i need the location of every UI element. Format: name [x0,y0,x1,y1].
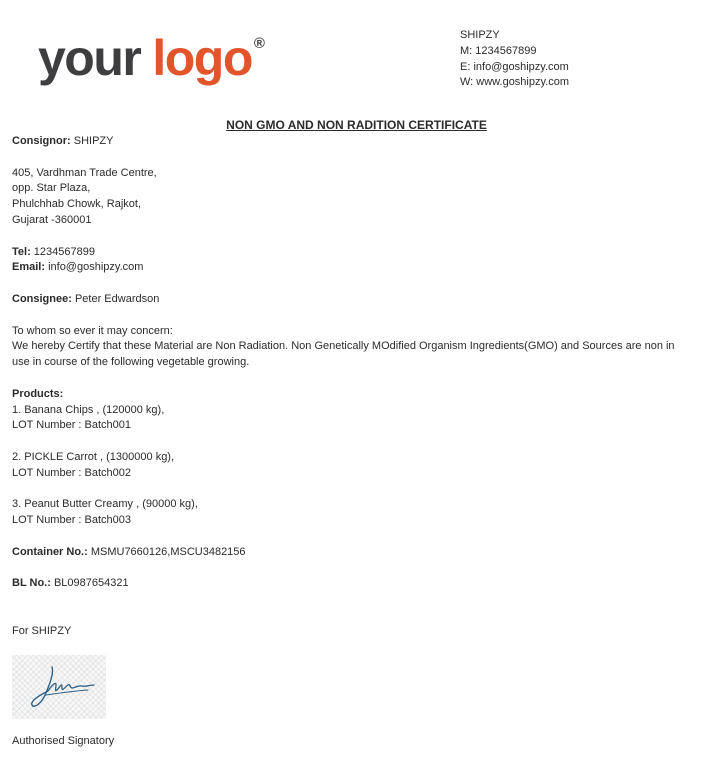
product-2-line: 2. PICKLE Carrot , (1300000 kg), [12,450,175,463]
email-value: info@goshipzy.com [45,261,144,274]
bl-label: BL No.: [12,577,51,590]
consignee-value: Peter Edwardson [71,292,160,305]
consignor-label: Consignor: [12,135,71,147]
product-3-lot: LOT Number : Batch003 [12,514,132,527]
company-name: SHIPZY [460,29,500,41]
product-1-lot: LOT Number : Batch001 [12,419,132,432]
container-value: MSMU7660126,MSCU3482156 [87,545,246,558]
company-email: E: info@goshipzy.com [460,60,569,73]
logo-registered-mark: ® [253,35,265,52]
authorised-signatory-label: Authorised Signatory [12,735,115,747]
certify-text: We hereby Certify that these Material are Non Radiation. Non Genetically MOdified Organism Ingredients(GMO) and Sources are non in use in course of the following vegetable growing. [12,340,675,369]
signature-image [12,655,106,719]
certificate-title: NON GMO AND NON RADITION CERTIFICATE [226,118,487,132]
container-line [12,545,692,561]
bl-line [12,576,692,592]
tel-label: Tel: [12,245,31,258]
for-company-line: For SHIPZY [12,624,72,637]
concern-line: To whom so ever it may concern: [12,324,173,337]
consignee-line [12,292,692,308]
company-logo [38,28,265,88]
company-website: W: www.goshipzy.com [460,76,570,89]
address-line-4: Gujarat -360001 [12,213,92,226]
bl-value: BL0987654321 [50,577,129,590]
consignee-label: Consignee: [12,292,72,305]
product-1-line: 1. Banana Chips , (120000 kg), [12,403,165,416]
logo-word-your: your [38,30,141,86]
email-line [12,260,692,276]
signature-icon [12,655,106,719]
tel-line [12,245,692,261]
email-label: Email: [12,261,46,274]
tel-value: 1234567899 [30,245,95,258]
product-2-lot: LOT Number : Batch002 [12,466,132,479]
address-line-3: Phulchhab Chowk, Rajkot, [12,198,142,211]
products-heading: Products: [12,387,64,400]
product-3-line: 3. Peanut Butter Creamy , (90000 kg), [12,498,198,511]
certificate-body [12,134,692,640]
consignor-value: SHIPZY [70,135,114,147]
consignor-line [12,134,692,150]
address-line-2: opp. Star Plaza, [12,182,91,195]
logo-word-logo: logo [152,30,252,86]
company-contact-block [460,28,569,91]
address-line-1: 405, Vardhman Trade Centre, [12,166,157,179]
company-mobile: M: 1234567899 [460,44,537,57]
container-label: Container No.: [12,545,88,558]
